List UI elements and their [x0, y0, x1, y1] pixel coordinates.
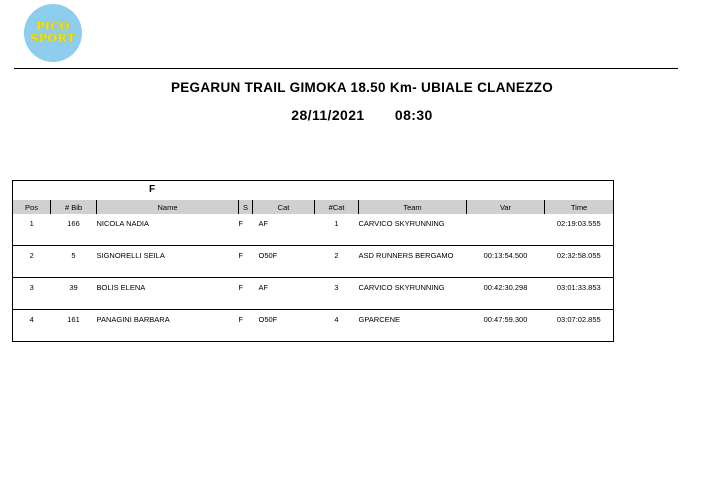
cell-pos: 1 — [13, 214, 51, 246]
cell-name: BOLIS ELENA — [97, 278, 239, 310]
table-row — [13, 214, 614, 246]
logo-text-line1: PICO — [36, 20, 70, 33]
header-divider — [14, 68, 678, 69]
cell-name: NICOLA NADIA — [97, 214, 239, 246]
cell-team: CARVICO SKYRUNNING — [359, 214, 467, 246]
col-header-pos: Pos — [13, 200, 51, 214]
race-title: PEGARUN TRAIL GIMOKA 18.50 Km- UBIALE CLANEZZO — [170, 80, 554, 95]
cell-name: SIGNORELLI SEILA — [97, 246, 239, 278]
column-header-row — [13, 200, 614, 214]
col-header-name: Name — [97, 200, 239, 214]
cell-time: 03:07:02.855 — [545, 310, 614, 342]
col-header-sex: S — [239, 200, 253, 214]
cell-cat: AF — [253, 214, 315, 246]
col-header-time: Time — [545, 200, 614, 214]
cell-pos: 4 — [13, 310, 51, 342]
cell-cat: AF — [253, 278, 315, 310]
cell-sex: F — [239, 246, 253, 278]
race-time: 08:30 — [394, 107, 433, 123]
cell-team: GPARCENE — [359, 310, 467, 342]
logo-text-line2: SPORT — [30, 32, 76, 45]
col-header-bib: # Bib — [51, 200, 97, 214]
group-label: F — [13, 181, 614, 201]
col-header-var: Var — [467, 200, 545, 214]
race-date: 28/11/2021 — [291, 107, 365, 123]
results-table — [12, 180, 614, 342]
cell-pos: 2 — [13, 246, 51, 278]
cell-sex: F — [239, 310, 253, 342]
col-header-team: Team — [359, 200, 467, 214]
cell-catpos: 3 — [315, 278, 359, 310]
cell-var: 00:13:54.500 — [467, 246, 545, 278]
race-datetime — [0, 107, 724, 123]
cell-team: ASD RUNNERS BERGAMO — [359, 246, 467, 278]
group-header-row — [13, 181, 614, 201]
cell-var: 00:42:30.298 — [467, 278, 545, 310]
cell-bib: 5 — [51, 246, 97, 278]
col-header-cat: Cat — [253, 200, 315, 214]
cell-sex: F — [239, 214, 253, 246]
cell-catpos: 2 — [315, 246, 359, 278]
pico-sport-logo — [24, 4, 82, 62]
cell-bib: 161 — [51, 310, 97, 342]
cell-time: 02:32:58.055 — [545, 246, 614, 278]
cell-sex: F — [239, 278, 253, 310]
cell-team: CARVICO SKYRUNNING — [359, 278, 467, 310]
cell-pos: 3 — [13, 278, 51, 310]
cell-name: PANAGINI BARBARA — [97, 310, 239, 342]
cell-catpos: 4 — [315, 310, 359, 342]
cell-time: 03:01:33.853 — [545, 278, 614, 310]
cell-var — [467, 214, 545, 246]
cell-bib: 39 — [51, 278, 97, 310]
cell-cat: O50F — [253, 310, 315, 342]
table-row — [13, 278, 614, 310]
table-row — [13, 310, 614, 342]
cell-time: 02:19:03.555 — [545, 214, 614, 246]
cell-catpos: 1 — [315, 214, 359, 246]
table-row — [13, 246, 614, 278]
cell-cat: O50F — [253, 246, 315, 278]
cell-var: 00:47:59.300 — [467, 310, 545, 342]
cell-bib: 166 — [51, 214, 97, 246]
col-header-catpos: #Cat — [315, 200, 359, 214]
